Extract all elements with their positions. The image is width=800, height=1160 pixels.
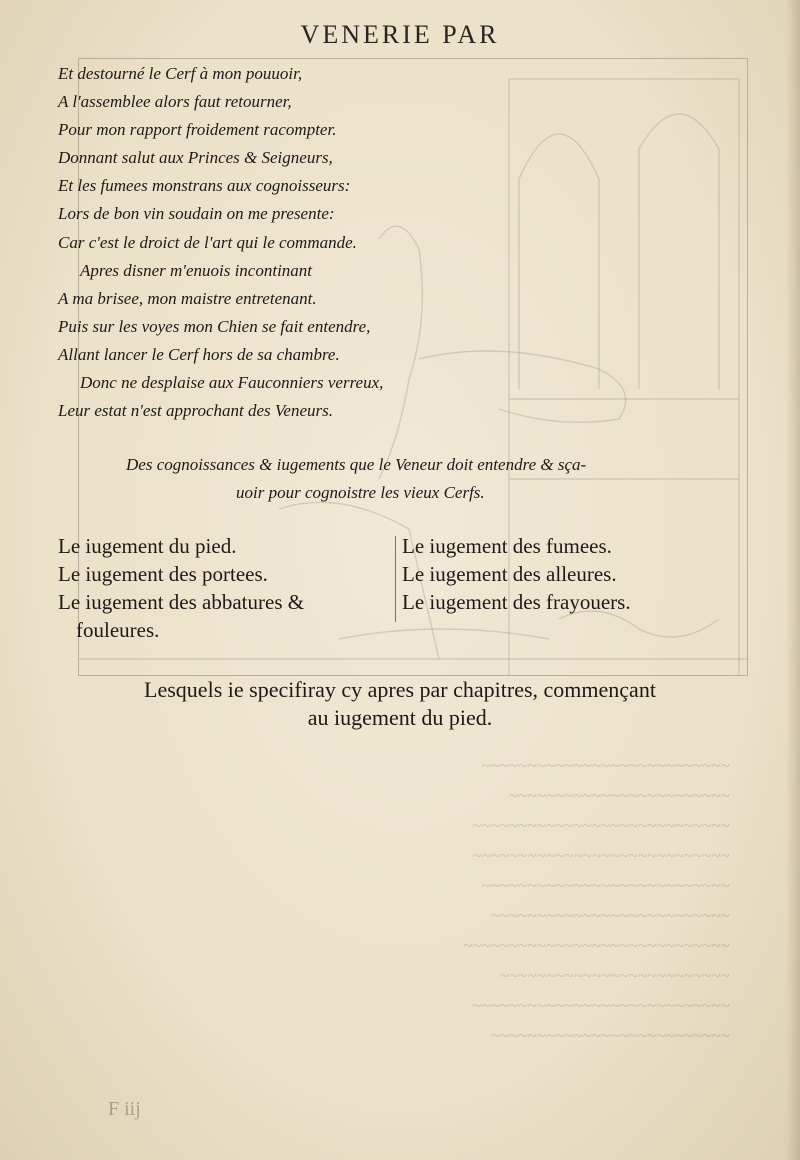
judgment-item: Le iugement des alleures. [402, 562, 617, 586]
subheading-line: uoir pour cognoistre les vieux Cerfs. [236, 483, 485, 502]
judgment-item: Le iugement des frayouers. [402, 590, 631, 614]
poem-line: Car c'est le droict de l'art qui le commande. [58, 232, 357, 252]
judgment-item-continuation: fouleures. [76, 618, 160, 642]
poem-line: Apres disner m'enuois incontinant [80, 260, 313, 280]
closing-line: au iugement du pied. [307, 705, 493, 730]
section-subheading [98, 451, 738, 507]
closing-line: Lesquels ie specifiray cy apres par chapitres, commençant [144, 677, 656, 702]
poem-line: Leur estat n'est approchant des Veneurs. [58, 401, 333, 421]
poem-line: A l'assemblee alors faut retourner, [58, 92, 292, 112]
poem-line: Et les fumees monstrans aux cognoisseurs: [58, 176, 351, 196]
judgments-right-column [402, 532, 742, 616]
column-divider [395, 536, 396, 622]
poem-line: Donc ne desplaise aux Fauconniers verreux, [80, 373, 384, 393]
signature-mark: F iij [108, 1098, 141, 1120]
poem-line: Puis sur les voyes mon Chien se fait entendre, [58, 316, 371, 336]
judgment-item: Le iugement du pied. [58, 534, 237, 558]
closing-paragraph [0, 676, 800, 732]
poem-line: Et destourné le Cerf à mon pouuoir, [58, 64, 303, 83]
judgment-item: Le iugement des portees. [58, 562, 268, 586]
judgments-left-column [58, 532, 398, 644]
poem-line: A ma brisee, mon maistre entretenant. [58, 288, 317, 308]
show-through-text: ~~~~~~~~~~~~~~~~~~~~~~~~~~ ~~~~~~~~~~~~~~~~~~~~~~~~~~~~ ~~~~~~~~~~~~~~~~~~~~~~~~~ ~~~~~~~~~~~~~~~~~~~~~~~~~~~~~ ~~~~~~~~~~~~~~~~~~~~~~~~~~ ~~~~~~~~~~~~~~~~~~~~~~~~~~~ ~~~~~~~~~~~~~~~~~~~~~~~~~~~~ ~~~~~~~~~~~~~~~~~~~~~~~~~~~~ ~~~~~~~~~~~~~~~~~~~~~~~~ ~~~~~~~~~~~~~~~~~~~~~~~~~~~ [463, 756, 730, 1045]
poem-line: Donnant salut aux Princes & Seigneurs, [58, 148, 333, 168]
judgment-item: Le iugement des abbatures & [58, 590, 305, 614]
poem-line: Lors de bon vin soudain on me presente: [58, 204, 335, 224]
poem-block [58, 60, 478, 425]
page-edge-shadow [786, 0, 800, 1160]
poem-line: Pour mon rapport froidement racompter. [58, 120, 337, 140]
subheading-line: Des cognoissances & iugements que le Veneur doit entendre & sça- [126, 455, 587, 474]
running-title: VENERIE PAR [300, 20, 500, 49]
poem-line: Allant lancer le Cerf hors de sa chambre. [58, 344, 340, 364]
judgment-item: Le iugement des fumees. [402, 534, 612, 558]
